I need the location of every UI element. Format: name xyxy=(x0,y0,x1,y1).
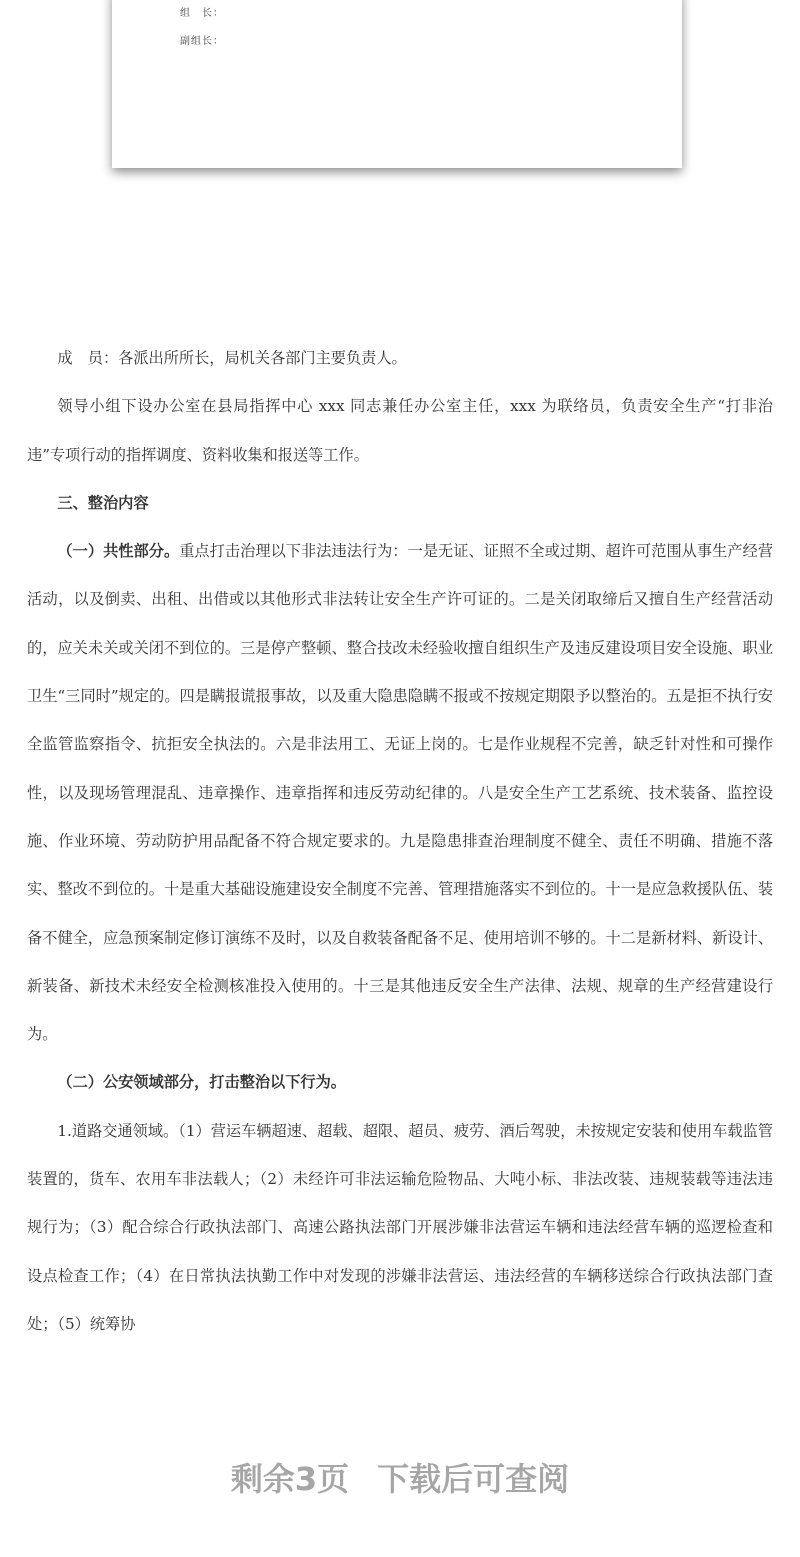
deputy-leader-label: 副组长： xyxy=(180,36,224,47)
common-part-lead: （一）共性部分。 xyxy=(57,542,180,561)
document-body xyxy=(27,334,773,1348)
road-traffic-paragraph: 1.道路交通领域。（1）营运车辆超速、超载、超限、超员、疲劳、酒后驾驶，未按规定安装和使用车载监管装置的，货车、农用车非法载人；（2）未经许可非法运输危险物品、大吨小标、非法改装、违规装载等违法违规行为；（3）配合综合行政执法部门、高速公路执法部门开展涉嫌非法营运车辆和违法经营车辆的巡逻检查和设点检查工作；（4）在日常执法执勤工作中对发现的涉嫌非法营运、违法经营的车辆移送综合行政执法部门查处；（5）统筹协 xyxy=(27,1121,773,1333)
preview-page-card xyxy=(112,0,682,168)
members-paragraph: 成 员：各派出所所长，局机关各部门主要负责人。 xyxy=(57,349,407,367)
remaining-pages-text: 剩余3页 xyxy=(230,1460,350,1498)
section-three-title: 三、整治内容 xyxy=(57,493,149,512)
common-part-paragraph xyxy=(27,527,773,1058)
download-notice[interactable] xyxy=(0,1454,800,1500)
common-part-text: 重点打击治理以下非法违法行为：一是无证、证照不全或过期、超许可范围从事生产经营活动，以及倒卖、出租、出借或以其他形式非法转让安全生产许可证的。二是关闭取缔后又擅自生产经营活动的，应关未关或关闭不到位的。三是停产整顿、整合技改未经验收擅自组织生产及违反建设项目安全设施、职业卫生“三同时”规定的。四是瞒报谎报事故，以及重大隐患隐瞒不报或不按规定期限予以整治的。五是拒不执行安全监管监察指令、抗拒安全执法的。六是非法用工、无证上岗的。七是作业规程不完善，缺乏针对性和可操作性，以及现场管理混乱、违章操作、违章指挥和违反劳动纪律的。八是安全生产工艺系统、技术装备、监控设施、作业环境、劳动防护用品配备不符合规定要求的。九是隐患排查治理制度不健全、责任不明确、措施不落实、整改不到位的。十是重大基础设施建设安全制度不完善、管理措施落实不到位的。十一是应急救援队伍、装备不健全，应急预案制定修订演练不及时，以及自救装备配备不足、使用培训不够的。十二是新材料、新设计、新装备、新技术未经安全检测核准投入使用的。十三是其他违反安全生产法律、法规、规章的生产经营建设行为。 xyxy=(27,542,773,1044)
police-part-title: （二）公安领域部分，打击整治以下行为。 xyxy=(57,1073,346,1092)
group-leader-label: 组 长： xyxy=(180,8,224,19)
download-hint-text: 下载后可查阅 xyxy=(377,1460,570,1498)
office-paragraph: 领导小组下设办公室在县局指挥中心 xxx 同志兼任办公室主任，xxx 为联络员，负责安全生产“打非治违”专项行动的指挥调度、资料收集和报送等工作。 xyxy=(27,397,773,464)
